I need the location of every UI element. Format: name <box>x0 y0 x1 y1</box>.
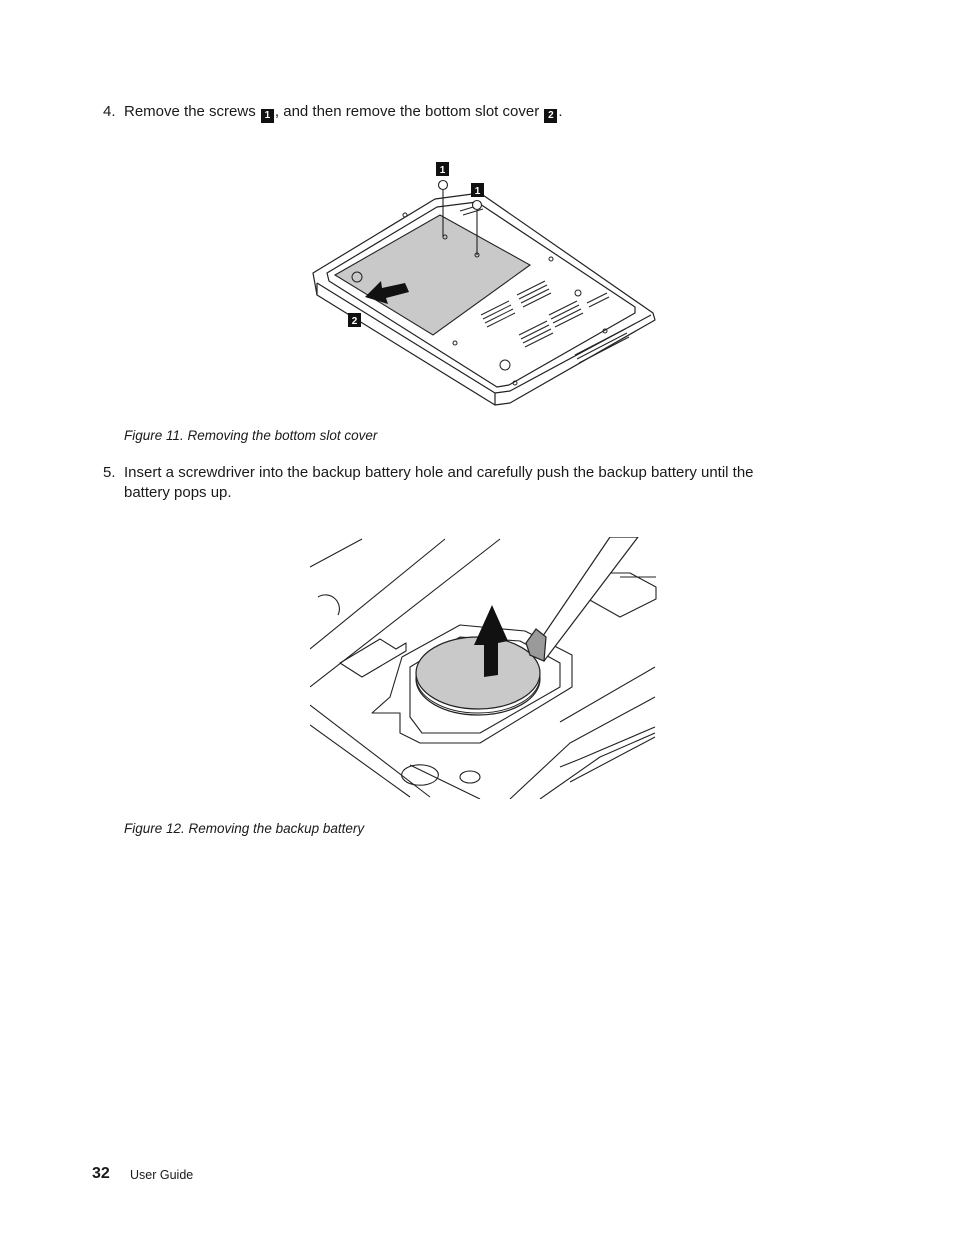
step-5-line-1: Insert a screwdriver into the backup battery hole and carefully push the backup battery until the <box>124 464 754 481</box>
figure-11-caption: Figure 11. Removing the bottom slot cover <box>124 428 378 443</box>
figure-12-illustration <box>310 537 658 799</box>
laptop-chassis-outline <box>313 193 655 405</box>
callout-2-label-fig: 2 <box>351 316 358 327</box>
screwdriver-icon <box>526 537 638 661</box>
callout-1-label-b: 1 <box>474 186 481 197</box>
callout-1-label-a: 1 <box>439 165 446 176</box>
callout-2-badge: 2 <box>544 109 557 123</box>
step-4-text-after: . <box>558 103 563 120</box>
page-number: 32 <box>92 1165 110 1182</box>
bottom-slot-cover <box>335 215 530 335</box>
vent-grilles <box>481 281 629 363</box>
footer-title: User Guide <box>130 1168 194 1182</box>
figure-12-caption: Figure 12. Removing the backup battery <box>124 821 365 836</box>
step-5-number: 5. <box>103 464 116 481</box>
step-4-number: 4. <box>103 103 116 120</box>
step-4-text-before: Remove the screws <box>124 103 256 120</box>
figure-11-illustration <box>305 155 660 410</box>
step-5-line-2: battery pops up. <box>124 484 232 501</box>
callout-1-badge: 1 <box>261 109 274 123</box>
step-4-text-middle: , and then remove the bottom slot cover <box>274 103 540 120</box>
step-5-text <box>124 463 824 503</box>
step-4-text <box>124 102 563 123</box>
backup-battery <box>416 637 540 709</box>
